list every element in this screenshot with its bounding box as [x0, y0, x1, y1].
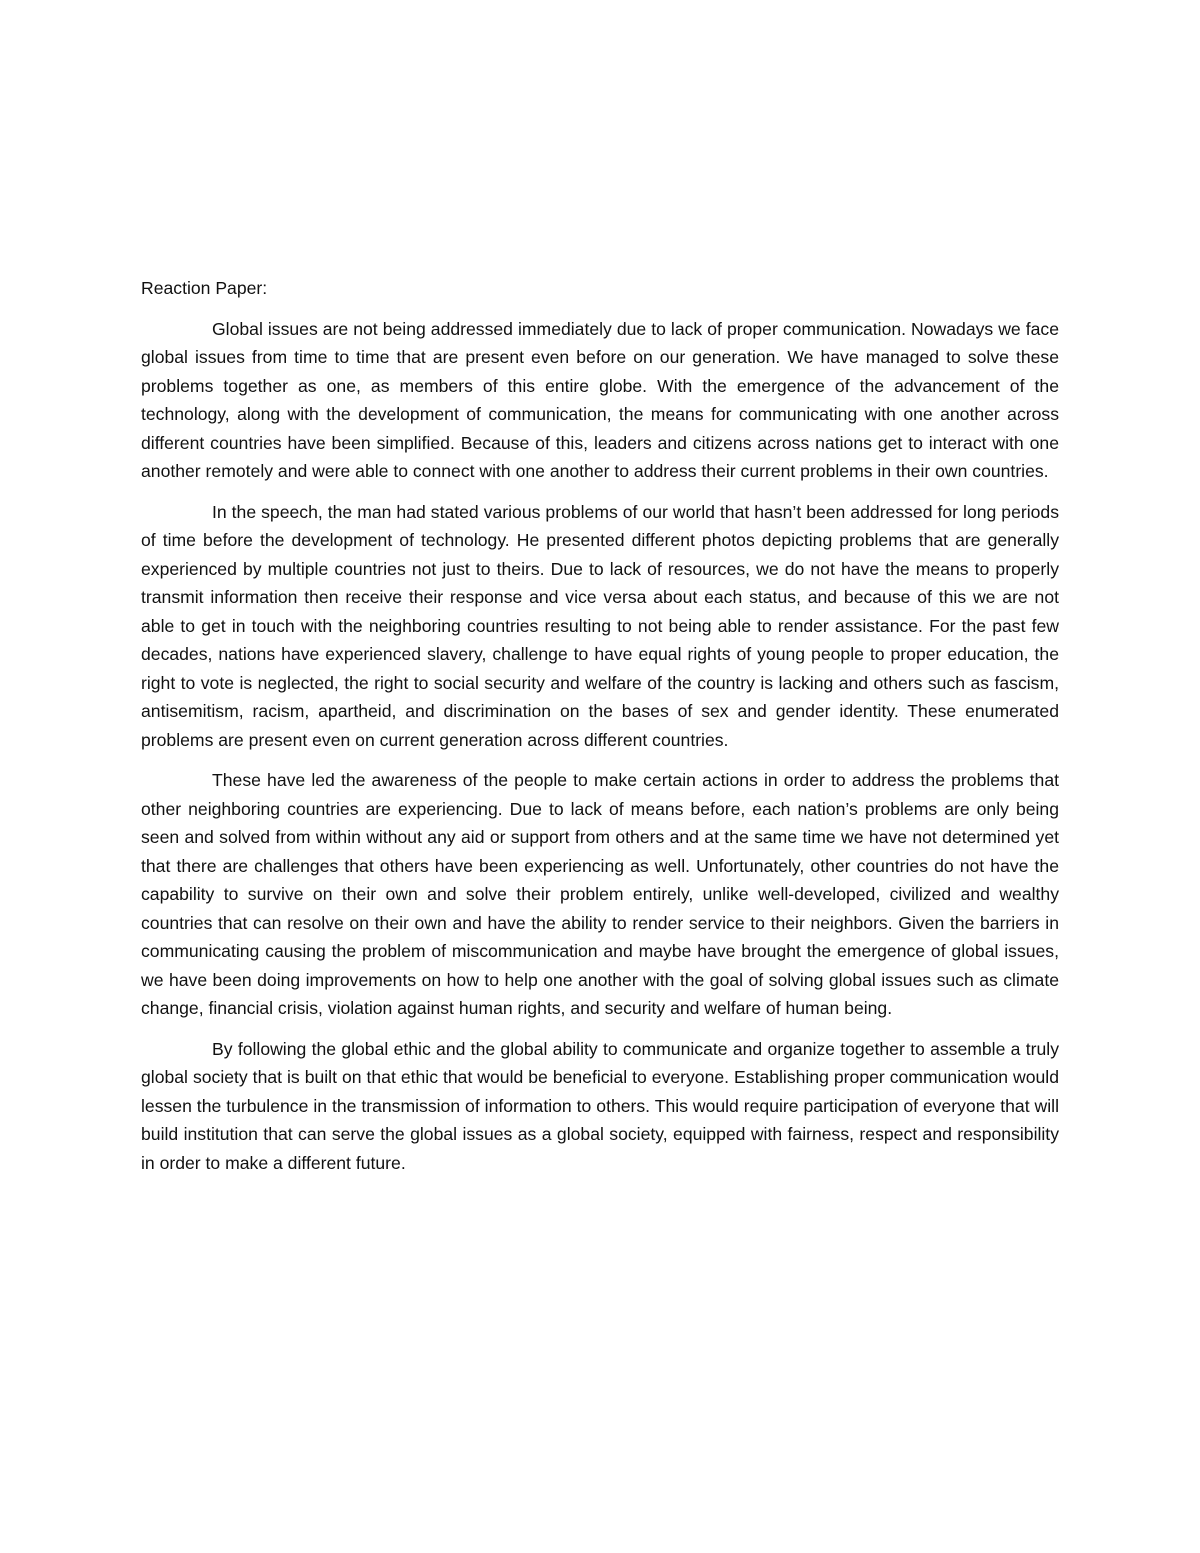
- paragraph-1: Global issues are not being addressed immediately due to lack of proper communication. Nowadays we face global issues from time to time that are present even before on our generation. We have managed to solve these problems together as one, as members of this entire globe. With the emergence of the advancement of the technology, along with the development of communication, the means for communicating with one another across different countries have been simplified. Because of this, leaders and citizens across nations get to interact with one another remotely and were able to connect with one another to address their current problems in their own countries.: [141, 318, 1059, 481]
- paragraph-2: In the speech, the man had stated various problems of our world that hasn’t been addressed for long periods of time before the development of technology. He presented different photos depicting problems that are generally experienced by multiple countries not just to theirs. Due to lack of resources, we do not have the means to properly transmit information then receive their response and vice versa about each status, and because of this we are not able to get in touch with the neighboring countries resulting to not being able to render assistance. For the past few decades, nations have experienced slavery, challenge to have equal rights of young people to proper education, the right to vote is neglected, the right to social security and welfare of the country is lacking and others such as fascism, antisemitism, racism, apartheid, and discrimination on the bases of sex and gender identity. These enumerated problems are present even on current generation across different countries.: [141, 501, 1059, 750]
- paragraph-4: By following the global ethic and the global ability to communicate and organize together to assemble a truly global society that is built on that ethic that would be beneficial to everyone. Establishing proper communication would lessen the turbulence in the transmission of information to others. This would require participation of everyone that will build institution that can serve the global issues as a global society, equipped with fairness, respect and responsibility in order to make a different future.: [141, 1038, 1059, 1173]
- document-body: [141, 274, 1059, 1189]
- document-title: Reaction Paper:: [141, 278, 268, 298]
- paragraph-3: These have led the awareness of the people to make certain actions in order to address the problems that other neighboring countries are experiencing. Due to lack of means before, each nation’s problems are only being seen and solved from within without any aid or support from others and at the same time we have not determined yet that there are challenges that others have been experiencing as well. Unfortunately, other countries do not have the capability to survive on their own and solve their problem entirely, unlike well-developed, civilized and wealthy countries that can resolve on their own and have the ability to render service to their neighbors. Given the barriers in communicating causing the problem of miscommunication and maybe have brought the emergence of global issues, we have been doing improvements on how to help one another with the goal of solving global issues such as climate change, financial crisis, violation against human rights, and security and welfare of human being.: [141, 770, 1059, 1018]
